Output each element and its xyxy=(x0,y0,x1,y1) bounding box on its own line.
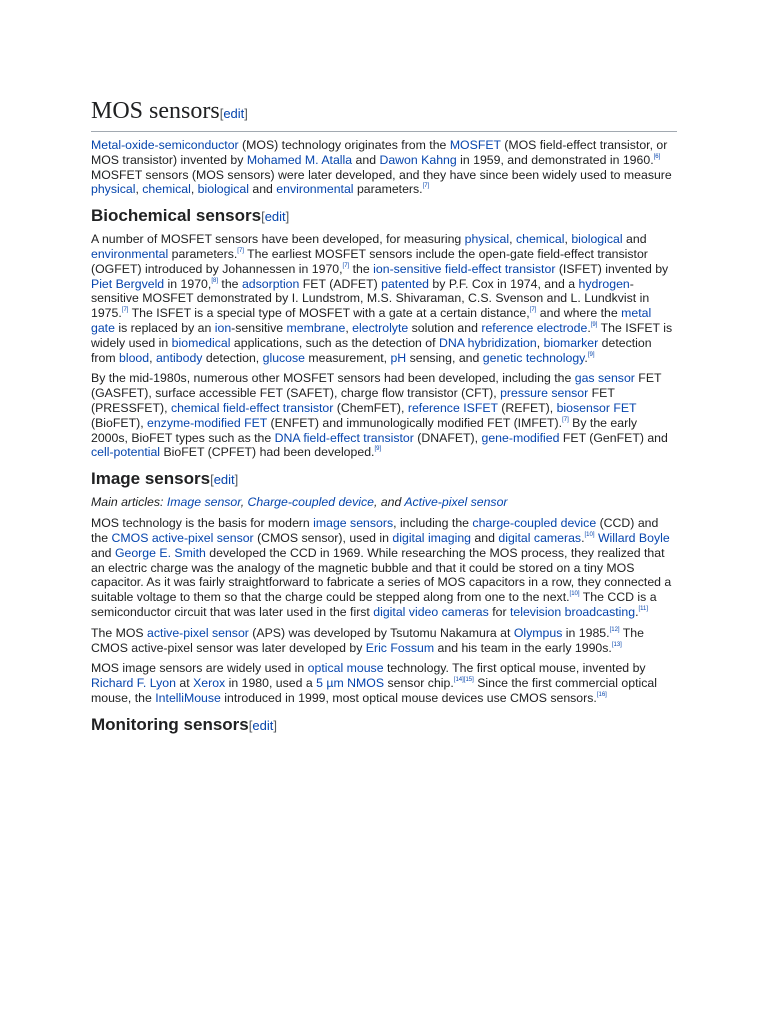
text-run: MOS technology is the basis for modern xyxy=(91,516,314,531)
text-run: The CMOS active-pixel sensor was later developed by xyxy=(91,625,644,655)
text-run: -sensitive xyxy=(231,320,287,335)
wiki-link[interactable]: biomedical xyxy=(171,335,231,350)
text-run: and where the xyxy=(536,306,622,321)
text-run: (MOS) technology originates from the xyxy=(238,138,450,152)
text-run: (BioFET), xyxy=(91,415,148,430)
text-run: (CCD) and the xyxy=(91,516,659,545)
wiki-link[interactable]: digital cameras xyxy=(498,530,582,545)
text-run: BioFET (CPFET) had been developed. xyxy=(160,445,375,460)
text-run: , and xyxy=(374,495,405,510)
wiki-link[interactable]: George E. Smith xyxy=(114,545,206,560)
citation-link[interactable]: [10] xyxy=(569,591,580,598)
wiki-link[interactable]: NMOS xyxy=(347,676,385,691)
citation-link[interactable]: [12] xyxy=(609,626,620,633)
text-run: and xyxy=(352,152,380,167)
text-run: by P.F. Cox in 1974, and a xyxy=(429,276,579,291)
wiki-link[interactable]: hydrogen xyxy=(578,276,630,291)
citation-link[interactable]: [9] xyxy=(587,351,595,358)
text-run: The CCD is a semiconductor circuit that was later used in the first xyxy=(91,590,657,619)
text-run: the xyxy=(349,261,374,276)
text-run: in 1959, and demonstrated in 1960. xyxy=(456,152,654,167)
wiki-link[interactable]: membrane xyxy=(286,320,346,335)
citation-link[interactable]: [9] xyxy=(374,446,382,453)
wiki-link[interactable]: ion xyxy=(214,320,232,335)
text-run: introduced in 1999, most optical mouse devices use CMOS sensors. xyxy=(220,690,597,705)
text-run: , xyxy=(149,350,156,365)
wiki-link[interactable]: chemical field-effect transistor xyxy=(170,400,334,415)
text-run: MOSFET sensors (MOS sensors) were later developed, and they have since been widely used to measure xyxy=(91,167,672,182)
edit-link[interactable]: [edit] xyxy=(210,472,239,488)
citation-link[interactable]: [7] xyxy=(422,183,430,190)
text-run: FET (GASFET), surface accessible FET (SAFET), charge flow transistor (CFT), xyxy=(91,371,662,401)
text-run: Main articles: xyxy=(91,495,167,510)
text-run: (DNAFET), xyxy=(413,430,482,445)
citation-link[interactable]: [10] xyxy=(584,531,595,538)
wiki-link[interactable]: digital video cameras xyxy=(373,604,489,619)
text-run: , xyxy=(564,232,572,247)
text-run: . xyxy=(584,350,588,365)
text-run: By the early 2000s, BioFET types such as the xyxy=(91,415,638,445)
main-articles-hatnote xyxy=(91,495,677,510)
text-run: in 1970, xyxy=(164,276,212,291)
wiki-link[interactable]: pressure sensor xyxy=(500,386,589,401)
citation-link[interactable]: [13] xyxy=(611,641,622,648)
citation-link[interactable]: [11] xyxy=(638,605,649,612)
text-run: (APS) was developed by Tsutomu Nakamura at xyxy=(248,625,514,640)
text-run: , xyxy=(345,320,353,335)
text-run: technology. The first optical mouse, invented by xyxy=(383,661,646,676)
wiki-link[interactable]: MOSFET xyxy=(449,138,501,152)
citation-link[interactable]: [16] xyxy=(596,691,607,698)
section-heading-text: Monitoring sensors xyxy=(91,714,249,734)
wiki-link[interactable]: cell-potential xyxy=(91,445,161,460)
text-run: . xyxy=(635,604,639,619)
wiki-link[interactable]: environmental xyxy=(276,182,354,197)
text-run: (ChemFET), xyxy=(333,400,408,415)
wiki-link[interactable]: gene-modified xyxy=(481,430,560,445)
wiki-link[interactable]: Richard F. Lyon xyxy=(91,676,176,691)
text-run: . xyxy=(581,530,585,545)
intro-paragraph xyxy=(91,138,677,197)
wiki-link[interactable]: Image sensor xyxy=(166,495,241,510)
text-run: Since the first commercial optical mouse, the xyxy=(91,676,657,705)
wiki-link[interactable]: Olympus xyxy=(513,625,563,640)
text-run: , xyxy=(536,335,544,350)
text-run: for xyxy=(488,604,510,619)
wiki-link[interactable]: DNA field-effect transistor xyxy=(274,430,414,445)
text-run: measurement, xyxy=(305,350,391,365)
text-run: solution and xyxy=(408,320,482,335)
wiki-link[interactable]: CMOS active-pixel sensor xyxy=(111,530,254,545)
text-run: FET (ADFET) xyxy=(299,276,382,291)
text-run: at xyxy=(175,676,194,691)
paragraph xyxy=(91,232,677,365)
citation-link[interactable]: [7] xyxy=(342,262,350,269)
sections xyxy=(91,205,677,737)
wiki-link[interactable]: Charge-coupled device xyxy=(247,495,374,510)
wiki-link[interactable]: adsorption xyxy=(241,276,300,291)
wiki-link[interactable]: charge-coupled device xyxy=(472,516,597,531)
page-title-text: MOS sensors xyxy=(91,98,220,124)
text-run: The ISFET is a special type of MOSFET with a gate at a certain distance, xyxy=(128,306,530,321)
wiki-link[interactable]: antibody xyxy=(155,350,203,365)
wiki-link[interactable]: digital imaging xyxy=(392,530,472,545)
paragraph xyxy=(91,516,677,620)
text-run: (CMOS sensor), used in xyxy=(253,530,393,545)
article xyxy=(91,96,677,741)
text-run: and xyxy=(471,530,499,545)
text-run: The ISFET is widely used in xyxy=(91,320,673,350)
citation-link[interactable]: [7] xyxy=(562,416,569,423)
wiki-link[interactable]: biomarker xyxy=(543,335,599,350)
text-run: The MOS xyxy=(91,625,148,640)
text-run: The earliest MOSFET sensors include the open-gate field-effect transistor (OGFET) introduced by Johannessen in 1970, xyxy=(91,246,648,276)
wiki-link[interactable]: Metal-oxide-semiconductor xyxy=(91,138,239,152)
text-run: , including the xyxy=(393,516,473,531)
citation-link[interactable]: [8] xyxy=(211,277,218,284)
text-run: FET (GenFET) and xyxy=(559,430,668,445)
paragraph xyxy=(91,138,677,197)
text-run: in 1985. xyxy=(562,625,610,640)
wiki-link[interactable]: blood xyxy=(119,350,150,365)
text-run: the xyxy=(218,276,242,291)
text-run: is replaced by an xyxy=(114,320,215,335)
text-run: A number of MOSFET sensors have been developed, for measuring xyxy=(91,232,465,247)
text-run: , xyxy=(135,182,143,197)
wiki-link[interactable]: pH xyxy=(390,350,407,365)
wiki-link[interactable]: enzyme-modified FET xyxy=(147,415,268,430)
wiki-link[interactable]: optical mouse xyxy=(307,661,384,676)
wiki-link[interactable]: environmental xyxy=(91,246,169,261)
citation-link[interactable]: [6] xyxy=(653,153,661,160)
text-run: (ENFET) and immunologically modified FET (IMFET). xyxy=(267,415,563,430)
wiki-link[interactable]: biosensor FET xyxy=(556,400,637,415)
citation-link[interactable]: [9] xyxy=(590,321,598,328)
edit-link[interactable]: [edit] xyxy=(248,717,277,733)
wiki-link[interactable]: biological xyxy=(197,182,249,197)
text-run: parameters. xyxy=(168,246,238,261)
citation-link[interactable]: [14][15] xyxy=(453,677,474,684)
section-heading-text: Image sensors xyxy=(91,469,211,489)
wiki-link[interactable]: genetic technology xyxy=(482,350,585,365)
page-title xyxy=(91,96,677,132)
text-run: detection, xyxy=(202,350,263,365)
text-run: (REFET), xyxy=(497,400,557,415)
wiki-link[interactable]: chemical xyxy=(515,232,565,247)
citation-link[interactable]: [7] xyxy=(121,307,129,314)
wiki-link[interactable]: Piet Bergveld xyxy=(91,276,165,291)
section-heading-text: Biochemical sensors xyxy=(91,206,262,226)
paragraph xyxy=(91,626,677,656)
wiki-link[interactable]: reference electrode xyxy=(481,320,588,335)
wiki-link[interactable]: IntelliMouse xyxy=(155,690,221,705)
text-run: -sensitive MOSFET demonstrated by I. Lundstrom, M.S. Shivaraman, C.S. Svenson and L. Lundkvist in 1975. xyxy=(91,276,650,321)
wiki-link[interactable]: active-pixel sensor xyxy=(147,625,249,640)
wiki-link[interactable]: television broadcasting xyxy=(509,604,636,619)
wiki-link[interactable]: patented xyxy=(381,276,429,291)
wiki-link[interactable]: physical xyxy=(464,232,510,247)
text-run: and his team in the early 1990s. xyxy=(434,640,612,655)
text-run: and xyxy=(622,232,647,247)
text-run: applications, such as the detection of xyxy=(230,335,439,350)
paragraph xyxy=(91,371,677,460)
wiki-link[interactable]: Eric Fossum xyxy=(365,640,435,655)
wiki-link[interactable]: electrolyte xyxy=(352,320,409,335)
text-run: parameters. xyxy=(353,182,423,197)
wiki-link[interactable]: Active-pixel sensor xyxy=(404,495,508,510)
section-heading xyxy=(91,205,677,228)
wiki-link[interactable]: chemical xyxy=(142,182,191,197)
wiki-link[interactable]: DNA hybridization xyxy=(438,335,537,350)
text-run: sensor chip. xyxy=(384,676,454,691)
text-run: (ISFET) invented by xyxy=(555,261,669,276)
citation-link[interactable]: [7] xyxy=(529,307,537,314)
wiki-link[interactable]: ion-sensitive field-effect transistor xyxy=(373,261,556,276)
wiki-link[interactable]: metal gate xyxy=(91,306,652,335)
text-run: . xyxy=(587,320,591,335)
citation-link[interactable]: [7] xyxy=(237,247,244,254)
text-run: (MOS field-effect transistor, or MOS transistor) invented by xyxy=(91,138,668,167)
text-run: By the mid-1980s, numerous other MOSFET sensors had been developed, including the xyxy=(91,371,575,386)
text-run: detection from xyxy=(91,335,652,365)
text-run: developed the CCD in 1969. While researching the MOS process, they realized that an electric charge was the analogy of the magnetic bubble and that it could be stored on a tiny MOS capacitor. As it was fairly straightforward to fabricate a series of MOS capacitors in a row, they connected a suitable voltage to them so that the charge could be stepped along from one to the next. xyxy=(91,545,672,605)
edit-link[interactable]: [edit] xyxy=(219,106,248,121)
wiki-link[interactable]: glucose xyxy=(262,350,306,365)
text-run: FET (PRESSFET), xyxy=(91,386,615,415)
wiki-link[interactable]: Mohamed M. Atalla xyxy=(246,152,353,167)
wiki-link[interactable]: image sensors xyxy=(313,516,394,531)
wiki-link[interactable]: 5 µm xyxy=(316,676,344,691)
wiki-link[interactable]: physical xyxy=(91,182,136,197)
wiki-link[interactable]: reference ISFET xyxy=(407,400,498,415)
wiki-link[interactable]: Dawon Kahng xyxy=(379,152,457,167)
wiki-link[interactable]: biological xyxy=(571,232,623,247)
edit-link[interactable]: [edit] xyxy=(261,209,290,225)
wiki-link[interactable]: Xerox xyxy=(193,676,226,691)
text-run: in 1980, used a xyxy=(225,676,317,691)
text-run: MOS image sensors are widely used in xyxy=(91,661,308,676)
text-run: , xyxy=(240,495,248,510)
section-heading xyxy=(91,468,677,491)
text-run: , xyxy=(190,182,198,197)
paragraph xyxy=(91,661,677,705)
wiki-link[interactable]: Willard Boyle xyxy=(597,530,670,545)
text-run: and xyxy=(91,545,115,560)
text-run: sensing, and xyxy=(406,350,483,365)
wiki-link[interactable]: gas sensor xyxy=(574,371,635,386)
section-heading xyxy=(91,714,677,737)
text-run: , xyxy=(509,232,516,247)
text-run: and xyxy=(248,182,277,197)
